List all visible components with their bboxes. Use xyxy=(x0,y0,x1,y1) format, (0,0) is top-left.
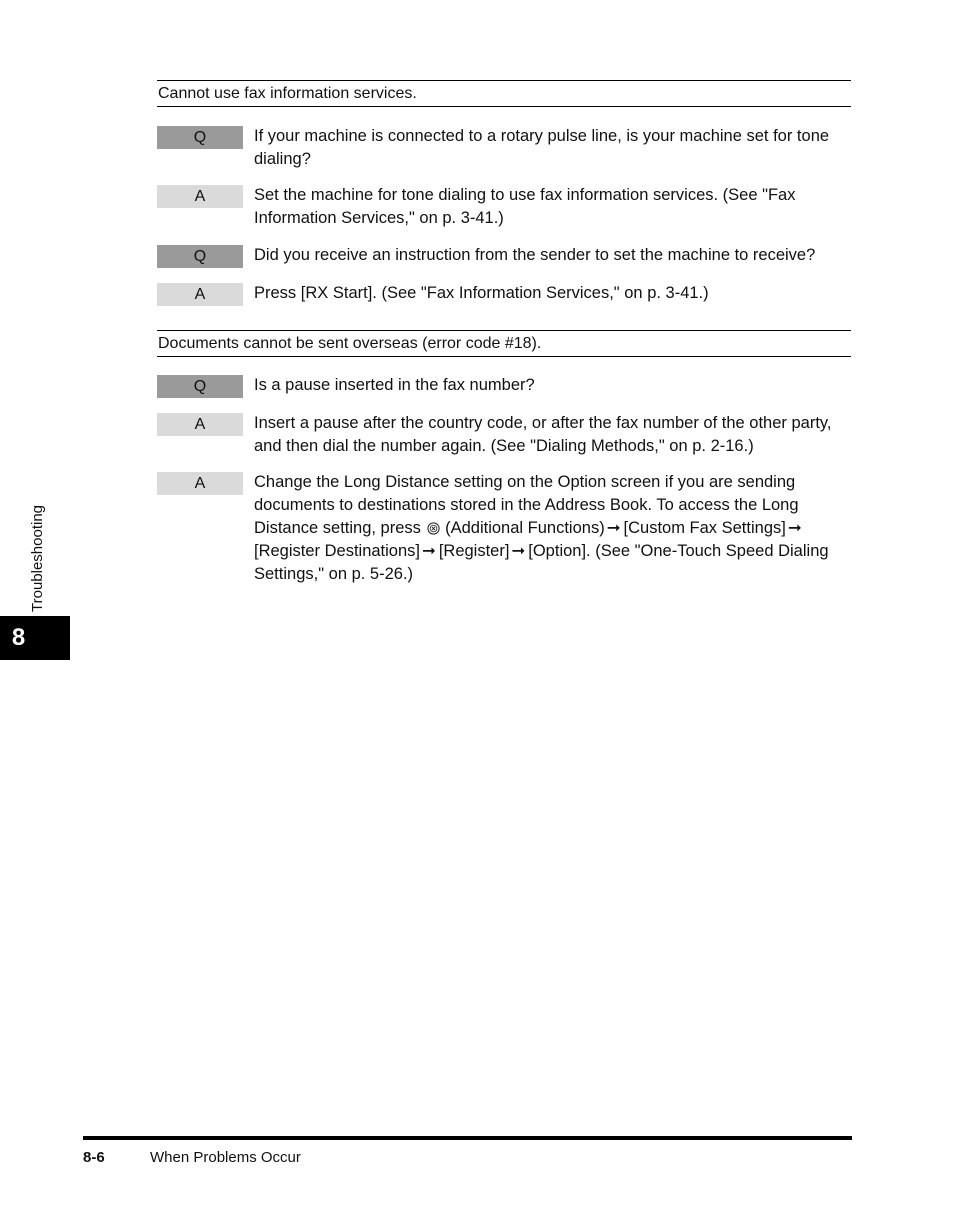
question-row xyxy=(157,126,851,171)
additional-functions-key-icon xyxy=(427,519,440,532)
question-label: Q xyxy=(157,126,243,149)
answer-row xyxy=(157,283,851,306)
menu-path-final: [Option]. (See "One-Touch Speed Dialing Settings," on p. 5-26.) xyxy=(254,542,829,583)
answer-label: A xyxy=(157,472,243,495)
menu-path-step: [Register Destinations] xyxy=(254,542,420,560)
answer-text: Set the machine for tone dialing to use fax information services. (See "Fax Information Services," on p. 3-41.) xyxy=(254,186,796,227)
answer-text xyxy=(254,471,851,586)
additional-functions-label: (Additional Functions) xyxy=(445,519,605,537)
answer-text: Insert a pause after the country code, or after the fax number of the other party, and then dial the number again. (See "Dialing Methods," on p. 2-16.) xyxy=(254,414,832,455)
answer-text: Press [RX Start]. (See "Fax Information Services," on p. 3-41.) xyxy=(254,284,709,302)
section-overseas-sending-error xyxy=(157,330,851,586)
question-text: If your machine is connected to a rotary pulse line, is your machine set for tone dialing? xyxy=(254,127,830,168)
answer-row xyxy=(157,413,851,458)
answer-text-intro: Change the Long Distance setting on the Option screen if you are sending documents to destinations stored in the Address Book. To access the Long Distance setting, press xyxy=(254,473,799,537)
page-number: 8-6 xyxy=(83,1149,105,1166)
arrow-right-icon: ➞ xyxy=(422,542,436,560)
answer-label: A xyxy=(157,283,243,306)
question-text: Is a pause inserted in the fax number? xyxy=(254,376,535,394)
question-text: Did you receive an instruction from the sender to set the machine to receive? xyxy=(254,246,816,264)
arrow-right-icon: ➞ xyxy=(606,519,621,537)
section-title: Documents cannot be sent overseas (error code #18). xyxy=(157,330,851,357)
footer-title: When Problems Occur xyxy=(150,1149,301,1166)
answer-label: A xyxy=(157,185,243,208)
answer-label: A xyxy=(157,413,243,436)
section-fax-information-services xyxy=(157,80,851,306)
question-label: Q xyxy=(157,375,243,398)
section-title: Cannot use fax information services. xyxy=(157,80,851,107)
menu-path-step: [Custom Fax Settings] xyxy=(623,519,786,537)
answer-row xyxy=(157,185,851,230)
answer-row xyxy=(157,472,851,586)
question-row xyxy=(157,375,851,398)
chapter-number-tab: 8 xyxy=(0,616,70,660)
chapter-side-label: Troubleshooting xyxy=(29,504,46,612)
menu-path-step: [Register] xyxy=(438,542,510,560)
arrow-right-icon: ➞ xyxy=(787,519,802,537)
footer-rule xyxy=(83,1136,852,1140)
question-row xyxy=(157,245,851,268)
question-label: Q xyxy=(157,245,243,268)
arrow-right-icon: ➞ xyxy=(511,542,526,560)
